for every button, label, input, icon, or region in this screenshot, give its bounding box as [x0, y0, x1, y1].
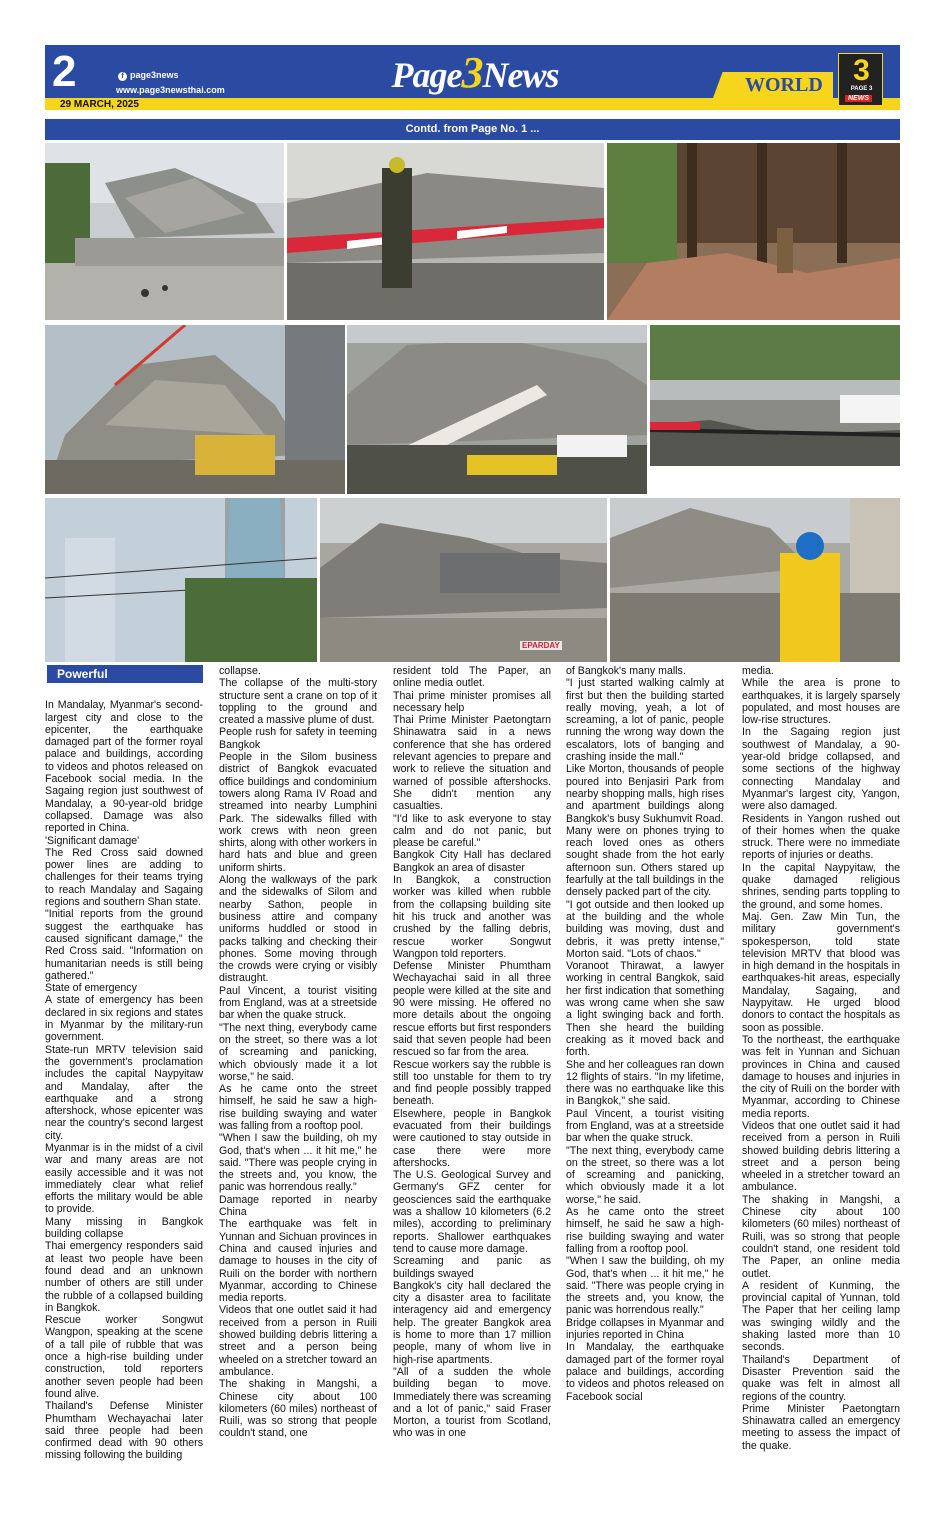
article-column-5 — [742, 665, 900, 1452]
facebook-handle — [118, 70, 179, 81]
article-paragraph: Along the walkways of the park and the sidewalks of Silom and nearby Sathon, people in business attire and company uniforms huddled or stood in packs talking and checking their phones. Some moving through the crowds were crying or visibly distraught. — [219, 874, 377, 985]
article-paragraph: "I'd like to ask everyone to stay calm and do not panic, but please be careful." — [393, 812, 551, 850]
masthead-three: 3 — [461, 48, 483, 97]
website-url: www.page3newsthai.com — [116, 85, 225, 95]
article-paragraph: "When I saw the building, oh my God, that's when ... it hit me," he said. "There was people crying in the streets and, you know, the panic was horrendous really." — [219, 1132, 377, 1194]
article-paragraph: A resident of Kunming, the provincial capital of Yunnan, told The Paper that her ceiling lamp was swinging wildly and the shaking lasted more than 10 seconds. — [742, 1279, 900, 1354]
article-paragraph: To the northeast, the earthquake was felt in Yunnan and Sichuan provinces in China and caused damage to houses and injuries in the city of Ruili on the border with Myanmar, according to Chinese media reports. — [742, 1033, 900, 1120]
article-paragraph: "Initial reports from the ground suggest the earthquake has caused significant damage," the Red Cross said. "Information on humanitarian needs is still being gathered." — [45, 908, 203, 982]
header-yellow-strip — [45, 98, 900, 110]
article-paragraph: Thai Prime Minister Paetongtarn Shinawatra said in a news conference that she has ordered relevant agencies to prepare and work to relieve the situation and warned of possible aftershocks. She didn't mention any casualties. — [393, 714, 551, 813]
article-paragraph: Videos that one outlet said it had received from a person in Ruili showed building debris littering a street and a person being wheeled on a stretcher toward an ambulance. — [219, 1304, 377, 1378]
article-paragraph: Thai emergency responders said at least two people have been found dead and an unknown number of others are still under the rubble of a collapsed building in Bangkok. — [45, 1240, 203, 1314]
article-paragraph: 'Significant damage' — [45, 834, 140, 847]
article-paragraph: Thailand's Defense Minister Phumtham Wechayachai later said three people had been confirmed dead with 90 others missing following the building — [45, 1400, 203, 1462]
issue-date: 29 MARCH, 2025 — [60, 99, 139, 110]
article-paragraph: As he came onto the street himself, he said he saw a high-rise building swaying and water falling from a rooftop pool. — [566, 1206, 724, 1255]
logo-badge: NEWS — [845, 95, 872, 102]
article-paragraph: People in the Silom business district of Bangkok evacuated office buildings and condominium towers along Rama IV Road and streamed into nearby Lumphini Park. The sidewalks filled with work crews with neon green shirts, along with other workers in hard hats and blue and green uniform shirts. — [219, 751, 377, 874]
article-paragraph: State-run MRTV television said the government's proclamation includes the capital Naypyitaw and Mandalay, after the earthquake and a strong aftershock, whose epicenter was near the country's second largest city. — [45, 1043, 203, 1142]
logo-number: 3 — [853, 54, 870, 87]
article-paragraph: "The next thing, everybody came on the street, so there was a lot of screaming and panicking, which obviously made it a lot worse," he said. — [219, 1021, 377, 1083]
photo-credit: EPARDAY — [522, 641, 560, 650]
article-paragraph: The earthquake was felt in Yunnan and Sichuan provinces in China and caused injuries and damage to houses in the city of Ruili on the border with northern Myanmar, according to Chinese media reports. — [219, 1218, 377, 1305]
article-paragraph: In Mandalay, Myanmar's second-largest city and close to the epicenter, the earthquake damaged part of the former royal palace and buildings, according to videos and photos released on Facebook social media. In the Sagaing region just southwest of Mandalay, a 90-year-old bridge collapsed. Damage was also reported in China. — [45, 699, 203, 835]
article-paragraph: A state of emergency has been declared in six regions and states in Myanmar by the military-run government. — [45, 994, 203, 1044]
article-paragraph: media. — [742, 665, 774, 677]
article-column-2 — [219, 665, 377, 1440]
article-paragraph: Many were on phones trying to reach loved ones as others sought shade from the hot early afternoon sun. Others stared up fearfully at the tall buildings in the densely packed part of the city. — [566, 824, 724, 899]
article-paragraph: People rush for safety in teeming Bangkok — [219, 726, 377, 751]
photo-collapsed-building-street — [45, 143, 284, 320]
article-paragraph: The U.S. Geological Survey and Germany's GFZ center for geosciences said the earthquake was a shallow 10 kilometers (6.2 miles), according to preliminary reports. Shallower earthquakes tend to cause more damage. — [393, 1169, 551, 1255]
article-paragraph: Bridge collapses in Myanmar and injuries reported in China — [566, 1316, 724, 1342]
article-paragraph: Voranoot Thirawat, a lawyer working in central Bangkok, said her first indication that something was wrong came when she saw a light swinging back and forth. Then she heard the building creaking as it moved back and forth. — [566, 960, 724, 1059]
article-paragraph: Bangkok's city hall declared the city a disaster area to facilitate interagency aid and emergency help. The greater Bangkok area is home to more than 17 million people, many of whom live in high-rise apartments. — [393, 1279, 551, 1366]
article-paragraph: Paul Vincent, a tourist visiting from England, was at a streetside bar when the quake struck. — [219, 984, 377, 1022]
article-column-1 — [45, 665, 203, 1462]
article-paragraph: Videos that one outlet said it had received from a person in Ruili showed building debris littering a street and a person being wheeled in a stretcher toward an ambulance. — [742, 1119, 900, 1194]
article-paragraph: "The next thing, everybody came on the street, so there was a lot of screaming and panicking, which obviously made it a lot worse," he said. — [566, 1144, 724, 1206]
article-paragraph: In the Sagaing region just southwest of Mandalay, a 90-year-old bridge collapsed, and some sections of the highway connecting Mandalay and Myanmar's largest city, Yangon, were also damaged. — [742, 726, 900, 813]
article-paragraph: The collapse of the multi-story structure sent a crane on top of it toppling to the ground and created a massive plume of dust. — [219, 677, 377, 727]
masthead-logo — [380, 50, 570, 96]
article-paragraph: In the capital Naypyitaw, the quake damaged religious shrines, sending parts toppling to the ground, and some homes. — [742, 861, 900, 911]
article-paragraph: "When I saw the building, oh my God, that's when ... it hit me," he said. "There was people crying in the streets and, you know, the panic was horrendous really." — [566, 1255, 724, 1317]
article-paragraph: Paul Vincent, a tourist visiting from England, was at a streetside bar when the quake struck. — [566, 1107, 724, 1145]
article-paragraph: "I got outside and then looked up at the building and the whole building was moving, dust and debris, it was pretty intense," Morton said. "Lots of chaos." — [566, 898, 724, 960]
article-paragraph: Elsewhere, people in Bangkok evacuated from their buildings were cautioned to stay outside in case there were more aftershocks. — [393, 1107, 551, 1169]
article-paragraph: Residents in Yangon rushed out of their homes when the quake struck. There were no immediate reports of injuries or deaths. — [742, 812, 900, 862]
photo-tower-water-fall — [45, 498, 317, 662]
page3-logo-box — [838, 53, 883, 106]
photo-damaged-wooden-house — [607, 143, 900, 320]
page-number: 2 — [52, 47, 77, 96]
photo-rescue-worker-tape — [287, 143, 604, 320]
article-paragraph: Many missing in Bangkok building collapse — [45, 1215, 203, 1241]
article-paragraph: Rescue worker Songwut Wangpon, speaking at the scene of a tall pile of rubble that was once a high-rise building under construction, told reporters another seven people had been found alive. — [45, 1314, 203, 1400]
article-paragraph: As he came onto the street himself, he said he saw a high-rise building swaying and water was falling from a rooftop pool. — [219, 1083, 377, 1132]
article-paragraph: While the area is prone to earthquakes, it is largely sparsely populated, and most houses are low-rise structures. — [742, 677, 900, 727]
continued-banner: Contd. from Page No. 1 ... — [45, 119, 900, 140]
article-paragraph: Screaming and panic as buildings swayed — [393, 1255, 551, 1280]
facebook-text: page3news — [130, 70, 179, 80]
article-paragraph: resident told The Paper, an online media outlet. — [393, 665, 551, 690]
photo-rescue-teams-site — [347, 325, 647, 494]
article-paragraph: Maj. Gen. Zaw Min Tun, the military government's spokesperson, told state television MRTV that blood was in high demand in the hospitals in earthquakes-hit areas, especially Mandalay, Sagaing, and Naypyitaw. He urged blood donors to contact the hospitals as soon as possible. — [742, 910, 900, 1034]
article-paragraph: In Mandalay, the earthquake damaged part of the former royal palace and buildings, according to videos and photos released on Facebook social — [566, 1341, 724, 1403]
logo-small-text: PAGE 3 — [850, 86, 873, 92]
article-headline: Powerful EARTHQUAKE ... — [47, 665, 203, 683]
article-column-4 — [566, 665, 724, 1403]
article-paragraph: collapse. — [219, 665, 261, 677]
article-paragraph: Prime Minister Paetongtarn Shinawatra called an emergency meeting to assess the impact of the quake. — [742, 1402, 900, 1452]
article-paragraph: "All of a sudden the whole building began to move. Immediately there was screaming and a lot of panic," said Fraser Morton, a tourist from Scotland, who was in one — [393, 1365, 551, 1440]
masthead-left: Page — [391, 55, 462, 95]
photo-road-crack — [650, 325, 900, 466]
article-paragraph: of Bangkok's many malls. — [566, 665, 686, 677]
masthead-right: News — [482, 55, 559, 95]
article-paragraph: Defense Minister Phumtham Wechayachai said in all three people were killed at the site and 90 were missing. He offered no more details about the ongoing rescue efforts but first responders said that seven people had been rescued so far from the area. — [393, 960, 551, 1059]
photo-volunteer-in-rubble — [610, 498, 900, 662]
article-paragraph: Like Morton, thousands of people poured into Benjasiri Park from nearby shopping malls, high rises and apartment buildings along Bangkok's busy Sukhumvit Road. — [566, 763, 724, 825]
article-paragraph: The shaking in Mangshi, a Chinese city about 100 kilometers (60 miles) northeast of Ruili, was so strong that people couldn't stand, one resident told The Paper, an online media outlet. — [742, 1193, 900, 1280]
article-paragraph: Myanmar is in the midst of a civil war and many areas are not easily accessible and it was not immediately clear what relief efforts the military would be able to provide. — [45, 1141, 203, 1216]
section-label: WORLD — [745, 74, 823, 96]
facebook-icon: f — [118, 72, 127, 81]
article-paragraph: The Red Cross said downed power lines are adding to challenges for their teams trying to reach Mandalay and Sagaing regions and southern Shan state. — [45, 846, 203, 909]
article-paragraph: "I just started walking calmly at first but then the building started really moving, yeah, a lot of screaming, a lot of panic, people running the wrong way down the escalators, lots of banging and crashing inside the mall." — [566, 677, 724, 764]
article-paragraph: Rescue workers say the rubble is still too unstable for them to try and find people possibly trapped beneath. — [393, 1058, 551, 1108]
article-paragraph: She and her colleagues ran down 12 flights of stairs. "In my lifetime, there was no earthquake like this in Bangkok," she said. — [566, 1058, 724, 1108]
photo-rubble-crane — [45, 325, 345, 494]
article-paragraph: State of emergency — [45, 982, 137, 995]
article-paragraph: In Bangkok, a construction worker was killed when rubble from the collapsing building site hit his truck and another was crushed by the falling debris, rescue worker Songwut Wangpon told reporters. — [393, 874, 551, 960]
article-paragraph: Thai prime minister promises all necessary help — [393, 689, 551, 714]
article-paragraph: Damage reported in nearby China — [219, 1193, 377, 1219]
article-column-3 — [393, 665, 551, 1440]
photo-collapsed-site-overview — [320, 498, 607, 662]
article-paragraph: Bangkok City Hall has declared Bangkok an area of disaster — [393, 849, 551, 874]
article-paragraph: Thailand's Department of Disaster Prevention said the quake was felt in almost all regions of the country. — [742, 1353, 900, 1403]
article-paragraph: The shaking in Mangshi, a Chinese city about 100 kilometers (60 miles) northeast of Ruili, was so strong that people couldn't stand, one — [219, 1378, 377, 1440]
